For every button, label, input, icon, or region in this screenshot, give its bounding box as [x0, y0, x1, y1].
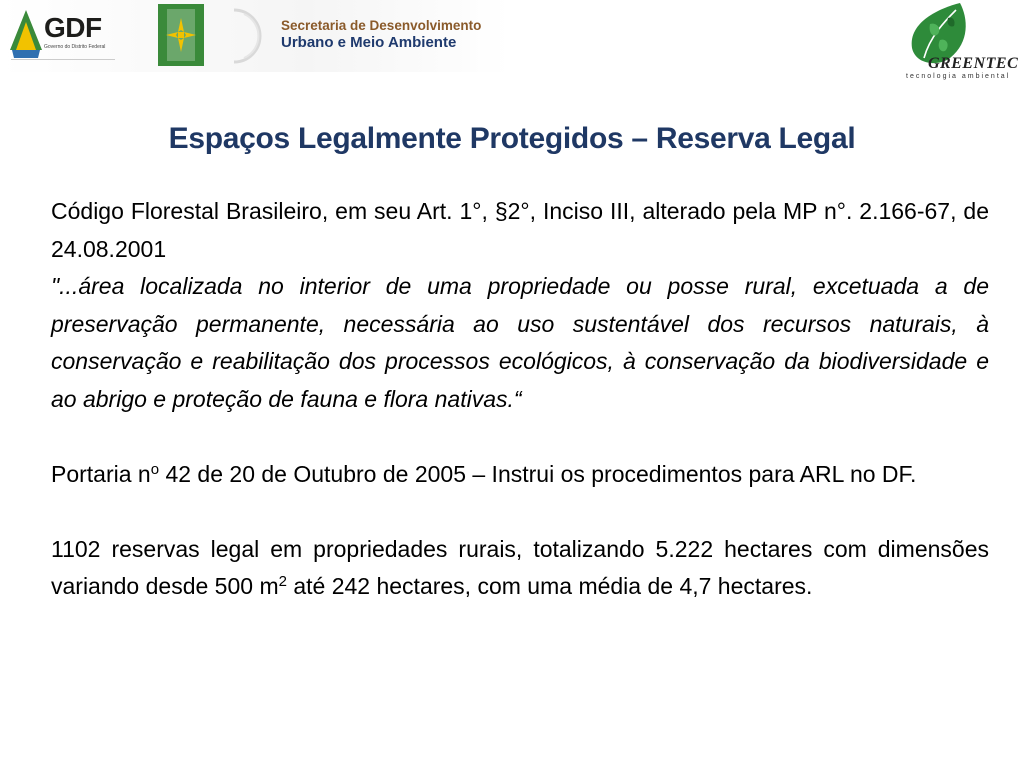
portaria-text-start: Portaria n [51, 460, 151, 487]
reservas-superscript: 2 [278, 573, 287, 590]
secretaria-logo [281, 17, 481, 51]
slide-body [51, 193, 989, 606]
paragraph-quote: "...área localizada no interior de uma propriedade ou posse rural, excetuada a de preservação permanente, necessária ao uso sustentável dos recursos naturais, à conservação e reabilitação dos processos ecológicos, à conservação da biodiversidade e ao abrigo e proteção de fauna e flora nativas.“ [51, 273, 989, 412]
secretaria-line-1: Secretaria de Desenvolvimento [281, 18, 482, 33]
gdf-logo-subtitle: Governo do Distrito Federal [44, 44, 106, 50]
decorative-circle-icon [204, 6, 264, 66]
spacer [51, 493, 989, 531]
reservas-text-start: 1102 reservas legal em propriedades rurais, totalizando 5.222 hectares com dimensões variando desde 500 m [51, 535, 989, 599]
slide-title: Espaços Legalmente Protegidos – Reserva Legal [168, 122, 856, 155]
gdf-logo-text: GDF [44, 12, 102, 43]
df-flag-icon [158, 4, 204, 66]
reservas-text-end: até 242 hectares, com uma média de 4,7 hectares. [286, 573, 813, 599]
secretaria-line-2: Urbano e Meio Ambiente [281, 34, 457, 51]
greentec-tagline: tecnologia ambiental [906, 73, 1011, 80]
paragraph-codigo-florestal: Código Florestal Brasileiro, em seu Art. 1°, §2°, Inciso III, alterado pela MP n°. 2.166-67, de 24.08.2001 [51, 198, 989, 262]
portaria-text-end: 42 de 20 de Outubro de 2005 – Instrui os procedimentos para ARL no DF. [159, 460, 917, 487]
greentec-name: GREENTEC [928, 55, 1019, 72]
spacer [51, 418, 989, 456]
paragraph-reservas [51, 531, 989, 606]
paragraph-portaria [51, 456, 989, 494]
portaria-superscript: o [150, 460, 160, 478]
